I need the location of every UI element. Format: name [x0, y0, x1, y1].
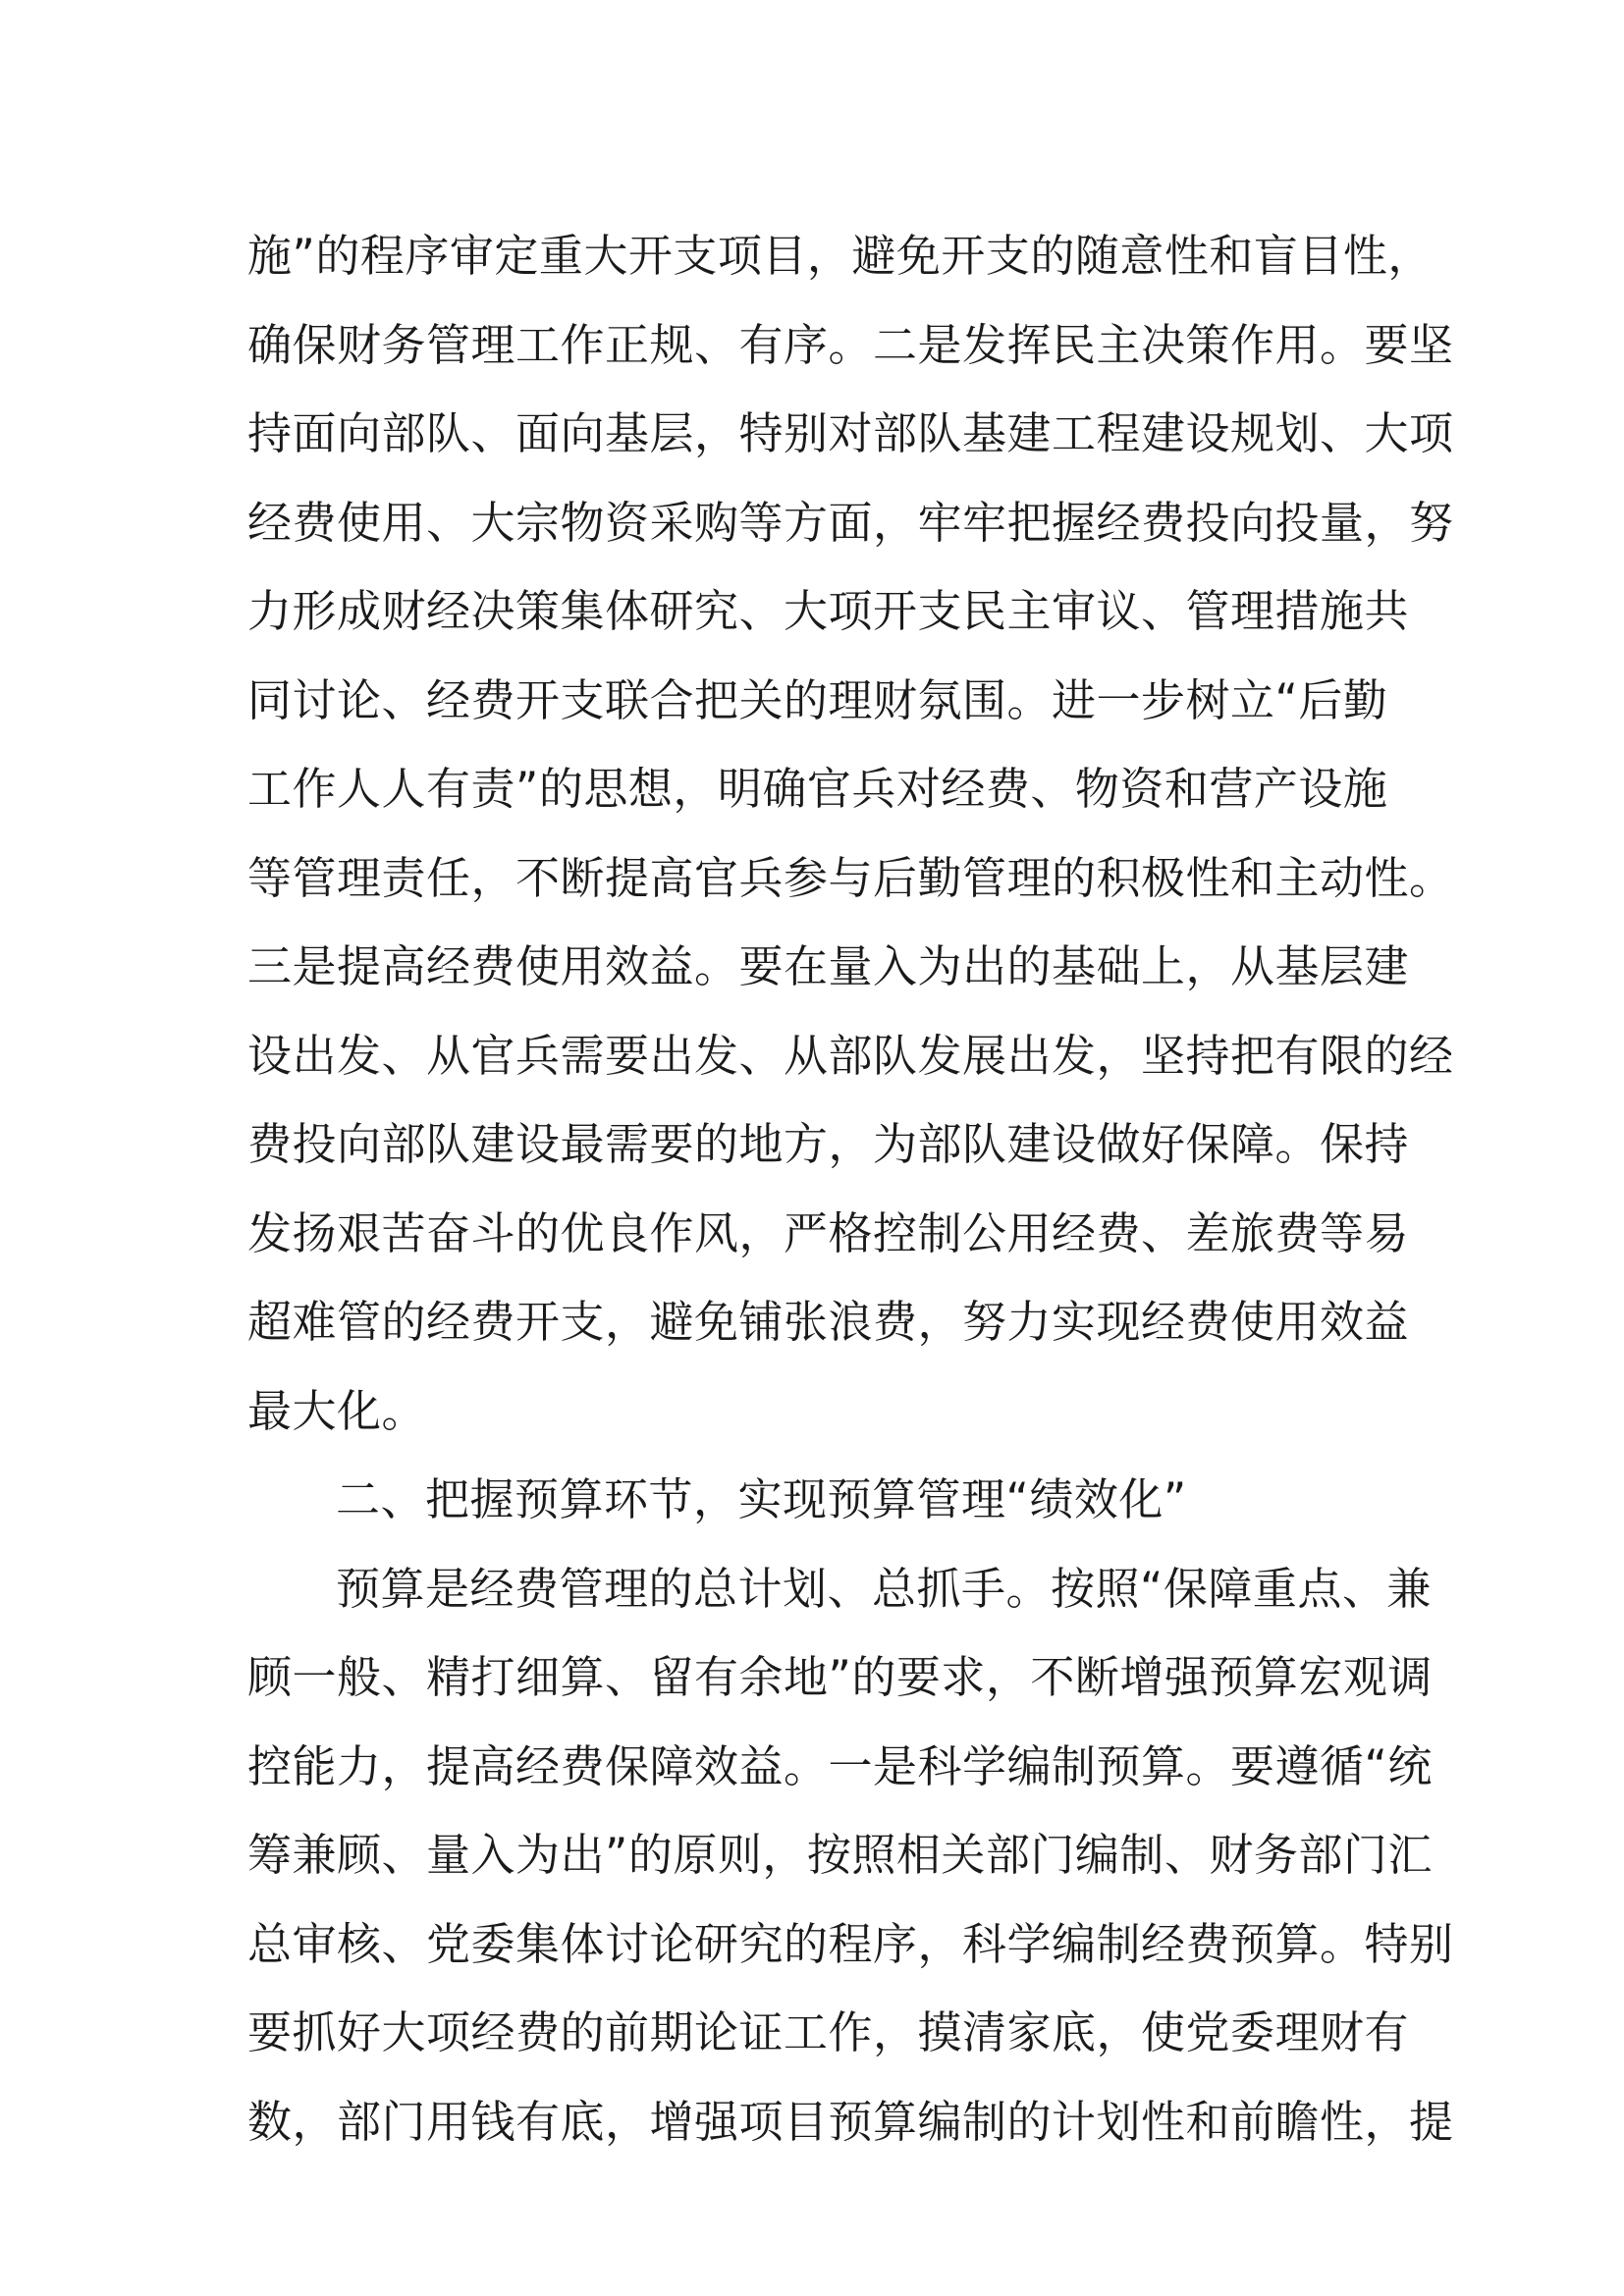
text-line: 等管理责任，不断提高官兵参与后勤管理的积极性和主动性。	[247, 851, 1454, 904]
text-line: 总审核、党委集体讨论研究的程序，科学编制经费预算。特别	[247, 1917, 1454, 1970]
text-line: 确保财务管理工作正规、有序。二是发挥民主决策作用。要坚	[247, 318, 1454, 371]
text-line: 筹兼顾、量入为出”的原则，按照相关部门编制、财务部门汇	[247, 1829, 1433, 1881]
text-line: 控能力，提高经费保障效益。一是科学编制预算。要遵循“统	[247, 1739, 1433, 1792]
text-line: 要抓好大项经费的前期论证工作，摸清家底，使党委理财有	[247, 2006, 1410, 2058]
text-line: 发扬艰苦奋斗的优良作风，严格控制公用经费、差旅费等易	[247, 1206, 1410, 1259]
text-line: 持面向部队、面向基层，特别对部队基建工程建设规划、大项	[247, 407, 1454, 459]
text-line: 三是提高经费使用效益。要在量入为出的基础上，从基层建	[247, 940, 1410, 992]
text-line: 力形成财经决策集体研究、大项开支民主审议、管理措施共	[247, 585, 1410, 637]
section-heading: 二、把握预算环节，实现预算管理“绩效化”	[336, 1473, 1187, 1525]
text-line: 顾一般、精打细算、留有余地”的要求，不断增强预算宏观调	[247, 1651, 1433, 1703]
text-line: 设出发、从官兵需要出发、从部队发展出发，坚持把有限的经	[247, 1029, 1454, 1082]
text-line: 费投向部队建设最需要的地方，为部队建设做好保障。保持	[247, 1118, 1410, 1170]
text-line: 数，部门用钱有底，增强项目预算编制的计划性和前瞻性，提	[247, 2095, 1454, 2148]
text-line: 工作人人有责”的思想，明确官兵对经费、物资和营产设施	[247, 763, 1388, 815]
text-line: 预算是经费管理的总计划、总抓手。按照“保障重点、兼	[336, 1562, 1432, 1615]
text-line: 超难管的经费开支，避免铺张浪费，努力实现经费使用效益	[247, 1296, 1410, 1348]
text-line: 经费使用、大宗物资采购等方面，牢牢把握经费投向投量，努	[247, 496, 1454, 549]
text-line: 同讨论、经费开支联合把关的理财氛围。进一步树立“后勤	[247, 673, 1388, 726]
document-body	[247, 212, 1454, 2166]
text-line: 施”的程序审定重大开支项目，避免开支的随意性和盲目性，	[247, 230, 1433, 282]
text-line: 最大化。	[247, 1384, 427, 1437]
